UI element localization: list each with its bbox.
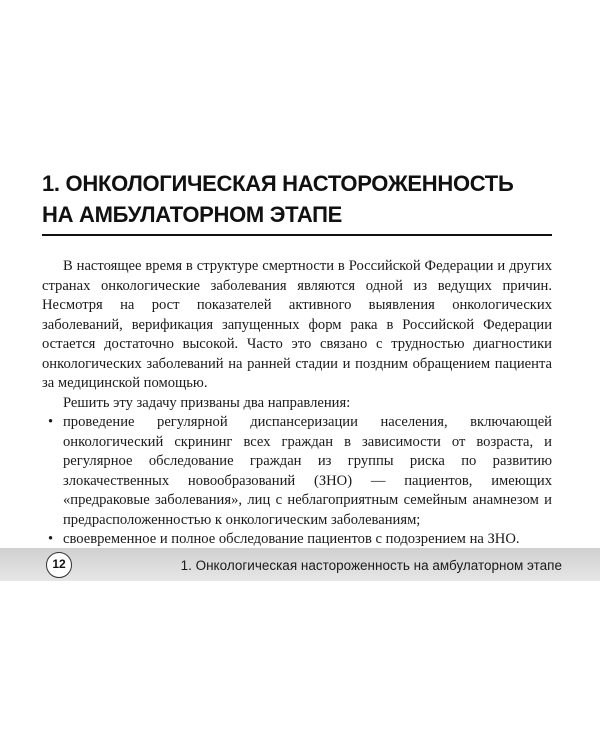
list-item bbox=[42, 413, 552, 530]
list-intro-paragraph: Решить эту задачу призваны два направления: bbox=[63, 394, 351, 411]
list-item bbox=[42, 530, 552, 550]
chapter-heading bbox=[42, 168, 562, 230]
heading-underline bbox=[42, 234, 552, 236]
bullet-marker: • bbox=[48, 414, 54, 430]
intro-paragraph: В настоящее время в структуре смертности в Российской Федерации и других странах онкологические заболевания являются одной из ведущих причин. Несмотря на рост показателей активного выявления онкологических заболеваний, верификация запущенных форм рака в Российской Федерации остается достаточно высокой. Часто это связано с трудностью диагностики онкологических заболеваний на ранней стадии и поздним обращением пациента за медицинской помощью. bbox=[42, 258, 552, 391]
directions-list bbox=[42, 413, 552, 550]
list-item-text: проведение регулярной диспансеризации населения, включающей онкологический скрининг всех граждан в зависимости от возраста, и регулярное обследование граждан из группы риска по развитию злокачественных новообразований (ЗНО) — пациентов, имеющих «предраковые заболевания», лиц с неблагоприятным семейным анамнезом и предрасположенностью к онкологическим заболеваниям; bbox=[63, 414, 552, 528]
running-title: 1. Онкологическая настороженность на амбулаторном этапе bbox=[180, 558, 562, 573]
body-text bbox=[42, 257, 552, 550]
chapter-heading-line-2: НА АМБУЛАТОРНОМ ЭТАПЕ bbox=[42, 202, 343, 227]
bullet-marker: • bbox=[48, 531, 54, 547]
list-item-text: своевременное и полное обследование пациентов с подозрением на ЗНО. bbox=[63, 531, 520, 547]
page-number: 12 bbox=[46, 552, 72, 578]
chapter-heading-line-1: 1. ОНКОЛОГИЧЕСКАЯ НАСТОРОЖЕННОСТЬ bbox=[42, 171, 514, 196]
